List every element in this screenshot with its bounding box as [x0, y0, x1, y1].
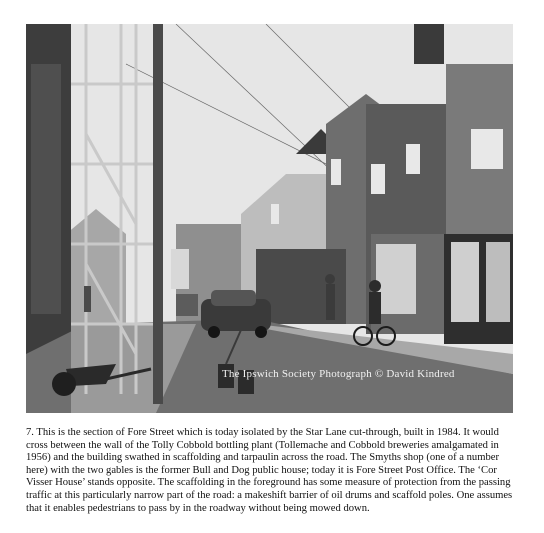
pedestrian-distant — [84, 286, 91, 312]
photo-credit: The Ipswich Society Photograph © David Kindred — [222, 368, 455, 380]
bus — [171, 249, 189, 289]
street-photograph — [26, 24, 513, 413]
pedestrian — [326, 284, 335, 320]
street-scene — [26, 24, 513, 413]
scaffold-pole — [153, 24, 163, 404]
photo-caption: 7. This is the section of Fore Street which is today isolated by the Star Lane cut-through, built in 1984. It would cross between the wall of the Tolly Cobbold bottling plant (Tollemache and Cobbold breweries amalgamated in 1956) and the building swathed in scaffolding and tarpaulin across the road. The Smyths shop (one of a number here) with the two gables is the former Bull and Dog public house; today it is Fore Street Post Office. The ‘Cor Visser House’ stands opposite. The scaffolding in the foreground has some measure of protection from the passing traffic at this particularly narrow part of the road: a makeshift barrier of oil drums and scaffold poles. One assumes that it enables pedestrians to pass by in the roadway without being mowed down. — [26, 427, 513, 514]
parked-van — [176, 294, 198, 316]
chimney — [414, 24, 444, 64]
